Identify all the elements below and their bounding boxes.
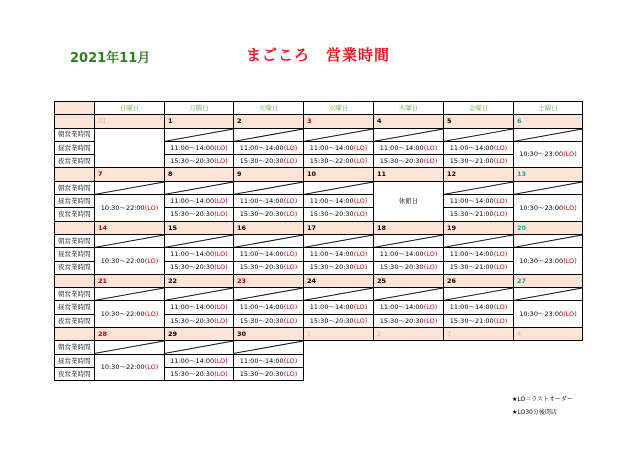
lunch-hours <box>374 248 444 261</box>
no-morning-diagonal <box>165 234 234 247</box>
date-number: 5 <box>444 115 514 128</box>
lunch-hours <box>374 301 444 314</box>
last-order-mark: (LO) <box>353 316 368 325</box>
last-order-mark: (LO) <box>563 310 577 318</box>
time-range: 15:30～20:30 <box>379 263 424 272</box>
row-label-night: 夜営業時間 <box>55 208 95 221</box>
no-morning-diagonal <box>304 181 374 194</box>
time-range: 15:30～20:30 <box>170 316 215 325</box>
night-hours <box>304 155 374 168</box>
empty-day <box>514 341 583 381</box>
last-order-mark: (LO) <box>493 196 508 205</box>
time-range: 11:00～14:00 <box>239 356 284 365</box>
time-range: 10:30～22:00 <box>100 203 145 212</box>
lunch-hours <box>165 195 234 208</box>
empty-day <box>95 128 165 168</box>
last-order-mark: (LO) <box>283 250 298 259</box>
day-hours <box>95 301 165 328</box>
date-number: 3 <box>304 115 374 128</box>
date-number: 20 <box>514 221 583 234</box>
last-order-mark: (LO) <box>353 210 368 219</box>
weekday-header: 日曜日 <box>95 102 165 115</box>
night-hours <box>304 261 374 274</box>
date-number: 3 <box>444 328 514 341</box>
last-order-mark: (LO) <box>214 316 228 325</box>
row-label-lunch: 昼営業時間 <box>55 195 95 208</box>
date-number: 15 <box>165 221 234 234</box>
day-hours <box>514 301 583 328</box>
date-number: 21 <box>95 274 165 287</box>
last-order-mark: (LO) <box>493 157 508 166</box>
row-label-night: 夜営業時間 <box>55 367 95 380</box>
lunch-hours <box>304 248 374 261</box>
night-hours <box>165 314 234 327</box>
row-label-morning: 朝営業時間 <box>55 181 95 194</box>
time-range: 11:00～14:00 <box>449 250 494 259</box>
calendar-table <box>54 101 583 381</box>
no-morning-diagonal <box>234 341 304 354</box>
time-range: 11:00～14:00 <box>239 250 284 259</box>
no-morning-diagonal <box>444 181 514 194</box>
lunch-hours <box>374 141 444 154</box>
lunch-hours <box>444 301 514 314</box>
date-number: 24 <box>304 274 374 287</box>
date-number: 18 <box>374 221 444 234</box>
lunch-hours <box>234 195 304 208</box>
time-range: 11:00～14:00 <box>170 303 215 312</box>
night-hours <box>304 314 374 327</box>
night-hours <box>444 208 514 221</box>
label-blank <box>55 221 95 234</box>
last-order-mark: (LO) <box>283 369 298 378</box>
no-morning-diagonal <box>444 128 514 141</box>
label-blank <box>55 115 95 128</box>
no-morning-diagonal <box>234 234 304 247</box>
time-range: 11:00～14:00 <box>309 250 354 259</box>
last-order-mark: (LO) <box>144 363 159 372</box>
date-number: 16 <box>234 221 304 234</box>
no-morning-diagonal <box>514 181 583 194</box>
empty-day <box>304 341 374 381</box>
time-range: 15:30～20:30 <box>170 210 215 219</box>
last-order-mark: (LO) <box>563 256 577 265</box>
time-range: 10:30～23:00 <box>519 150 564 159</box>
last-order-mark: (LO) <box>423 303 438 312</box>
no-morning-diagonal <box>165 181 234 194</box>
date-number: 12 <box>444 168 514 181</box>
lunch-hours <box>234 141 304 154</box>
last-order-mark: (LO) <box>214 303 228 312</box>
last-order-mark: (LO) <box>493 143 508 152</box>
row-label-lunch: 昼営業時間 <box>55 248 95 261</box>
lunch-hours <box>304 141 374 154</box>
last-order-mark: (LO) <box>214 263 228 272</box>
no-morning-diagonal <box>95 181 165 194</box>
date-number: 30 <box>234 328 304 341</box>
date-number: 8 <box>165 168 234 181</box>
lunch-hours <box>444 141 514 154</box>
last-order-mark: (LO) <box>283 210 298 219</box>
no-morning-diagonal <box>304 128 374 141</box>
date-number: 1 <box>165 115 234 128</box>
day-hours <box>514 141 583 168</box>
time-range: 11:00～14:00 <box>239 303 284 312</box>
lunch-hours <box>304 195 374 208</box>
no-morning-diagonal <box>374 128 444 141</box>
night-hours <box>444 155 514 168</box>
last-order-mark: (LO) <box>353 303 368 312</box>
row-label-lunch: 昼営業時間 <box>55 141 95 154</box>
date-number: 13 <box>514 168 583 181</box>
date-number: 28 <box>95 328 165 341</box>
time-range: 15:30～21:00 <box>449 157 494 166</box>
last-order-mark: (LO) <box>283 263 298 272</box>
last-order-mark: (LO) <box>423 316 438 325</box>
no-morning-diagonal <box>95 234 165 247</box>
date-number: 10 <box>304 168 374 181</box>
time-range: 11:00～14:00 <box>379 250 424 259</box>
no-morning-diagonal <box>374 234 444 247</box>
night-hours <box>234 155 304 168</box>
time-range: 15:30～20:30 <box>239 157 284 166</box>
date-number: 23 <box>234 274 304 287</box>
time-range: 11:00～14:00 <box>239 143 284 152</box>
lunch-hours <box>304 301 374 314</box>
date-number: 4 <box>374 115 444 128</box>
time-range: 11:00～14:00 <box>379 303 424 312</box>
time-range: 11:00～14:00 <box>449 143 494 152</box>
lunch-hours <box>444 248 514 261</box>
date-number: 6 <box>514 115 583 128</box>
row-label-lunch: 昼営業時間 <box>55 354 95 367</box>
date-number: 26 <box>444 274 514 287</box>
time-range: 10:30～23:00 <box>519 203 564 212</box>
date-number: 29 <box>165 328 234 341</box>
date-number: 11 <box>374 168 444 181</box>
label-blank <box>55 274 95 287</box>
note-lo: ★LO＝ラストオーダー <box>512 396 573 403</box>
time-range: 15:30～20:30 <box>170 157 215 166</box>
night-hours <box>165 261 234 274</box>
date-number: 7 <box>95 168 165 181</box>
time-range: 15:30～20:30 <box>309 263 354 272</box>
last-order-mark: (LO) <box>353 143 368 152</box>
night-hours <box>374 314 444 327</box>
day-hours <box>95 354 165 381</box>
time-range: 15:30～20:30 <box>379 316 424 325</box>
date-number: 2 <box>234 115 304 128</box>
no-morning-diagonal <box>444 288 514 301</box>
last-order-mark: (LO) <box>214 157 228 166</box>
row-label-morning: 朝営業時間 <box>55 288 95 301</box>
last-order-mark: (LO) <box>423 143 438 152</box>
no-morning-diagonal <box>234 288 304 301</box>
time-range: 11:00～14:00 <box>379 143 424 152</box>
last-order-mark: (LO) <box>283 143 298 152</box>
last-order-mark: (LO) <box>563 150 577 159</box>
corner-cell <box>55 102 95 115</box>
time-range: 15:30～22:00 <box>309 157 354 166</box>
note-close: ★LO30分後閉店 <box>512 409 557 416</box>
row-label-night: 夜営業時間 <box>55 155 95 168</box>
time-range: 15:30～20:30 <box>239 369 284 378</box>
time-range: 11:00～14:00 <box>449 196 494 205</box>
night-hours <box>234 208 304 221</box>
time-range: 11:00～14:00 <box>309 196 354 205</box>
last-order-mark: (LO) <box>493 250 508 259</box>
date-number: 2 <box>374 328 444 341</box>
lunch-hours <box>234 301 304 314</box>
no-morning-diagonal <box>234 181 304 194</box>
row-label-morning: 朝営業時間 <box>55 234 95 247</box>
closed-day: 休館日 <box>374 181 444 221</box>
time-range: 11:00～14:00 <box>170 250 215 259</box>
lunch-hours <box>165 141 234 154</box>
row-label-lunch: 昼営業時間 <box>55 301 95 314</box>
page-title: まごころ 営業時間 <box>246 46 391 64</box>
last-order-mark: (LO) <box>493 210 508 219</box>
date-number: 22 <box>165 274 234 287</box>
night-hours <box>165 367 234 380</box>
date-number: 25 <box>374 274 444 287</box>
last-order-mark: (LO) <box>493 316 508 325</box>
time-range: 10:30～22:00 <box>100 310 145 318</box>
date-number: 14 <box>95 221 165 234</box>
time-range: 15:30～21:00 <box>449 263 494 272</box>
last-order-mark: (LO) <box>353 196 368 205</box>
time-range: 10:30～23:00 <box>519 256 564 265</box>
last-order-mark: (LO) <box>493 263 508 272</box>
night-hours <box>165 208 234 221</box>
date-number: 31 <box>95 115 165 128</box>
row-label-morning: 朝営業時間 <box>55 128 95 141</box>
day-hours <box>514 248 583 275</box>
no-morning-diagonal <box>95 288 165 301</box>
empty-day <box>444 341 514 381</box>
no-morning-diagonal <box>165 128 234 141</box>
time-range: 15:30～20:30 <box>239 210 284 219</box>
date-number: 19 <box>444 221 514 234</box>
last-order-mark: (LO) <box>214 356 228 365</box>
day-hours <box>95 195 165 222</box>
last-order-mark: (LO) <box>214 196 228 205</box>
date-number: 4 <box>514 328 583 341</box>
last-order-mark: (LO) <box>423 250 438 259</box>
empty-day <box>374 341 444 381</box>
time-range: 15:30～20:30 <box>170 369 215 378</box>
time-range: 10:30～22:00 <box>100 363 145 372</box>
no-morning-diagonal <box>95 341 165 354</box>
time-range: 11:00～14:00 <box>309 143 354 152</box>
last-order-mark: (LO) <box>283 356 298 365</box>
no-morning-diagonal <box>514 234 583 247</box>
last-order-mark: (LO) <box>214 143 228 152</box>
time-range: 15:30～20:30 <box>309 316 354 325</box>
date-number: 17 <box>304 221 374 234</box>
time-range: 10:30～22:00 <box>100 256 145 265</box>
last-order-mark: (LO) <box>283 196 298 205</box>
time-range: 11:00～14:00 <box>309 303 354 312</box>
last-order-mark: (LO) <box>283 157 298 166</box>
row-label-night: 夜営業時間 <box>55 314 95 327</box>
no-morning-diagonal <box>304 234 374 247</box>
no-morning-diagonal <box>374 288 444 301</box>
weekday-header: 月曜日 <box>165 102 234 115</box>
last-order-mark: (LO) <box>283 303 298 312</box>
lunch-hours <box>234 248 304 261</box>
no-morning-diagonal <box>234 128 304 141</box>
weekday-header: 金曜日 <box>444 102 514 115</box>
night-hours <box>374 155 444 168</box>
lunch-hours <box>165 248 234 261</box>
last-order-mark: (LO) <box>144 203 159 212</box>
lunch-hours <box>165 301 234 314</box>
no-morning-diagonal <box>165 288 234 301</box>
no-morning-diagonal <box>514 128 583 141</box>
night-hours <box>234 261 304 274</box>
last-order-mark: (LO) <box>423 263 438 272</box>
date-number: 1 <box>304 328 374 341</box>
last-order-mark: (LO) <box>214 210 228 219</box>
time-range: 11:00～14:00 <box>170 356 215 365</box>
time-range: 15:30～20:30 <box>239 316 284 325</box>
night-hours <box>444 261 514 274</box>
row-label-night: 夜営業時間 <box>55 261 95 274</box>
night-hours <box>374 261 444 274</box>
last-order-mark: (LO) <box>563 203 577 212</box>
row-label-morning: 朝営業時間 <box>55 341 95 354</box>
lunch-hours <box>234 354 304 367</box>
night-hours <box>234 314 304 327</box>
day-hours <box>514 195 583 222</box>
last-order-mark: (LO) <box>144 256 159 265</box>
time-range: 11:00～14:00 <box>239 196 284 205</box>
time-range: 15:30～20:30 <box>239 263 284 272</box>
last-order-mark: (LO) <box>144 310 159 318</box>
date-number: 27 <box>514 274 583 287</box>
last-order-mark: (LO) <box>493 303 508 312</box>
night-hours <box>444 314 514 327</box>
time-range: 11:00～14:00 <box>170 143 215 152</box>
time-range: 11:00～14:00 <box>449 303 494 312</box>
label-blank <box>55 328 95 341</box>
last-order-mark: (LO) <box>214 250 228 259</box>
year-month: 2021年11月 <box>70 51 151 66</box>
last-order-mark: (LO) <box>423 157 438 166</box>
night-hours <box>304 208 374 221</box>
last-order-mark: (LO) <box>353 157 368 166</box>
time-range: 15:30～20:30 <box>170 263 215 272</box>
no-morning-diagonal <box>444 234 514 247</box>
no-morning-diagonal <box>514 288 583 301</box>
time-range: 15:30～21:00 <box>449 210 494 219</box>
time-range: 15:30～20:30 <box>309 210 354 219</box>
time-range: 10:30～23:00 <box>519 310 564 318</box>
weekday-header: 水曜日 <box>304 102 374 115</box>
last-order-mark: (LO) <box>353 250 368 259</box>
time-range: 11:00～14:00 <box>170 196 215 205</box>
weekday-header: 火曜日 <box>234 102 304 115</box>
last-order-mark: (LO) <box>353 263 368 272</box>
last-order-mark: (LO) <box>214 369 228 378</box>
lunch-hours <box>165 354 234 367</box>
lunch-hours <box>444 195 514 208</box>
night-hours <box>234 367 304 380</box>
date-number: 9 <box>234 168 304 181</box>
no-morning-diagonal <box>304 288 374 301</box>
time-range: 15:30～21:00 <box>449 316 494 325</box>
weekday-header: 土曜日 <box>514 102 583 115</box>
time-range: 15:30～20:30 <box>379 157 424 166</box>
last-order-mark: (LO) <box>283 316 298 325</box>
weekday-header: 木曜日 <box>374 102 444 115</box>
night-hours <box>165 155 234 168</box>
day-hours <box>95 248 165 275</box>
label-blank <box>55 168 95 181</box>
no-morning-diagonal <box>165 341 234 354</box>
